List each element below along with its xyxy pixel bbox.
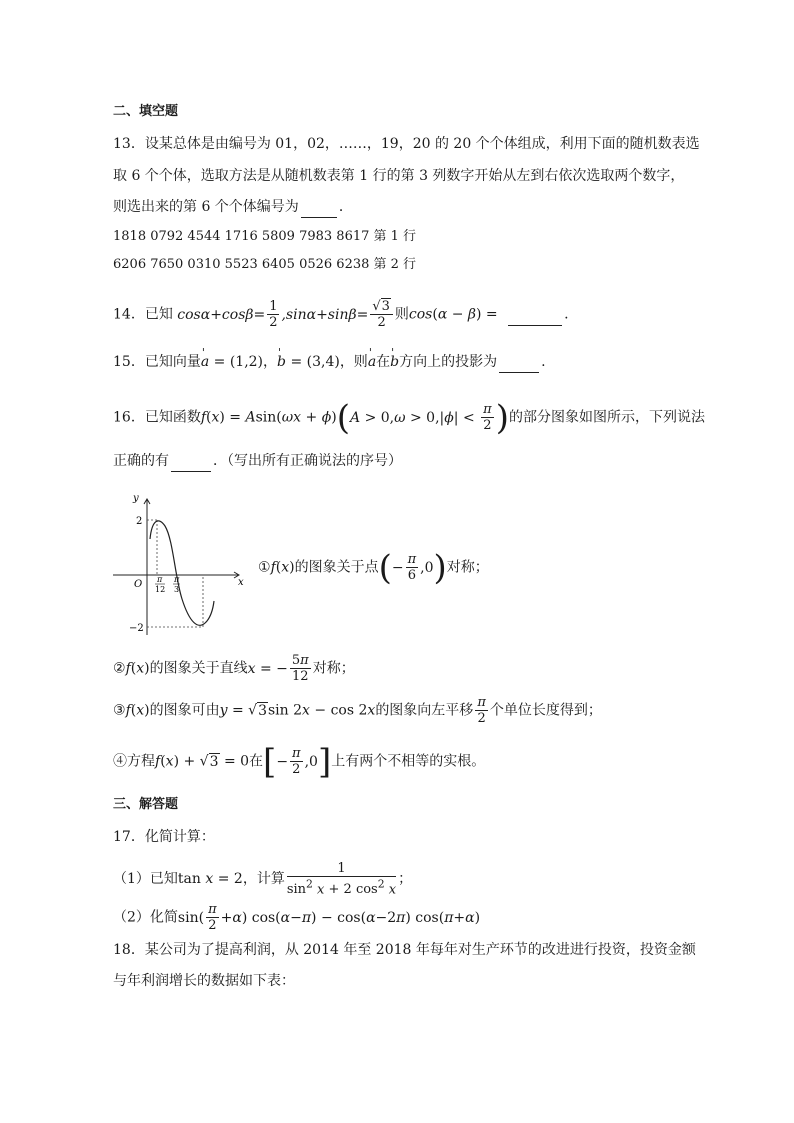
q14 bbox=[113, 299, 569, 330]
q15 bbox=[113, 352, 546, 373]
s3-shift: $\frac{\pi}{2}$ bbox=[477, 695, 486, 726]
q17-p1-given: tan x = 2 bbox=[177, 871, 243, 888]
q16-line2 bbox=[113, 451, 402, 472]
s4-interval: [− $\frac{\pi}{2}$ ,0] bbox=[263, 741, 332, 782]
q13-line1: 13．设某总体是由编号为 01，02，……，19，20 的 20 个个体组成，利用下面的随机数表选 bbox=[113, 136, 700, 152]
s2-marker: ② bbox=[113, 660, 126, 677]
q17-p1-fraction: $\frac{1}{\sin^2 x + 2 \cos^2 x}$ bbox=[286, 861, 397, 898]
q14-suffix: . bbox=[564, 306, 569, 323]
q15-vector-b: ' b = (3,4) bbox=[277, 354, 340, 370]
q14-target: cos(α − β) = bbox=[408, 306, 498, 323]
q13-random-row-1: 1818 0792 4544 1716 5809 7983 8617 第 1 行 bbox=[113, 229, 417, 244]
q16-line1 bbox=[113, 397, 705, 438]
s4-equation: f(x) + √3 = 0 bbox=[155, 753, 250, 770]
section-title-answer: 三、解答题 bbox=[113, 797, 179, 812]
q16-function: f(x) = Asin(ωx + ϕ) bbox=[200, 409, 337, 426]
s3-text2: 的图象向左平移 bbox=[375, 702, 474, 719]
q17-part2 bbox=[113, 902, 480, 933]
q15-sep2: ，则 bbox=[339, 354, 368, 370]
q16-statement-1 bbox=[258, 547, 489, 588]
tick-pi3-den: 3 bbox=[174, 585, 180, 594]
tick-pi3-num: π bbox=[174, 575, 180, 584]
q17-p2-text: （2）化简 bbox=[113, 909, 178, 926]
q16-prefix: 16．已知函数 bbox=[113, 409, 201, 426]
q13-line2: 取 6 个个体，选取方法是从随机数表第 1 行的第 3 列数字开始从左到右依次选取两个数字， bbox=[113, 168, 685, 184]
q16-statement-4 bbox=[113, 741, 486, 782]
q17-p1-text2: ，计算 bbox=[242, 871, 285, 888]
s4-marker: ④方程 bbox=[113, 753, 155, 770]
s3-marker: ③ bbox=[113, 702, 126, 719]
q16-statement-3 bbox=[113, 695, 602, 726]
s2-fx: f(x) bbox=[125, 660, 150, 677]
max-value-label: 2 bbox=[136, 516, 143, 527]
tick-pi12-num: π bbox=[157, 575, 163, 584]
q13-line3-end: ． bbox=[338, 199, 353, 215]
s3-fx: f(x) bbox=[125, 702, 150, 719]
s3-end: 个单位长度得到； bbox=[489, 702, 602, 719]
q16-line2-end: ．（写出所有正确说法的序号） bbox=[213, 453, 402, 469]
q15-prefix: 15．已知向量 bbox=[113, 354, 201, 370]
s1-marker: ① bbox=[258, 559, 271, 576]
q15-a-ref: ' a bbox=[368, 352, 376, 372]
s4-end: 上有两个不相等的实根。 bbox=[331, 753, 486, 770]
q18-line1: 18．某公司为了提高利润，从 2014 年至 2018 年每年对生产环节的改进进行投资，投资金额 bbox=[113, 942, 696, 958]
s2-line: x = − $\frac{5\pi}{12}$ bbox=[247, 653, 309, 684]
s3-text: 的图象可由 bbox=[149, 702, 220, 719]
q14-prefix: 14．已知 bbox=[113, 306, 173, 323]
q15-vector-a: ' a = (1,2) bbox=[201, 354, 263, 370]
q16-answer-blank[interactable] bbox=[171, 451, 211, 472]
q14-formula: cosα+cosβ= $\frac{1}{2}$ ,sinα+sinβ= $\frac{√3}{2}$ bbox=[177, 307, 395, 323]
q14-answer-blank[interactable] bbox=[508, 305, 562, 326]
q17-p1-end: ； bbox=[398, 871, 413, 888]
origin-label: O bbox=[134, 579, 143, 590]
s1-end: 对称； bbox=[446, 559, 489, 576]
q15-sep3: 在 bbox=[376, 354, 391, 370]
q16-line2-text: 正确的有 bbox=[113, 453, 169, 469]
q16-statement-2 bbox=[113, 653, 355, 684]
s3-expr: y = √3sin 2x − cos 2x bbox=[219, 702, 376, 719]
s2-text: 的图象关于直线 bbox=[149, 660, 248, 677]
y-axis-label: y bbox=[133, 493, 139, 504]
q14-mid: 则 bbox=[394, 306, 409, 323]
q17-part1 bbox=[113, 861, 412, 897]
s1-fx: f(x) bbox=[270, 559, 295, 576]
q15-sep1: ， bbox=[263, 354, 278, 370]
min-value-label: −2 bbox=[129, 623, 144, 634]
s1-text: 的图象关于点 bbox=[294, 559, 379, 576]
s1-point: (− $\frac{\pi}{6}$ ,0) bbox=[378, 547, 447, 588]
q13-line3-text: 则选出来的第 6 个个体编号为 bbox=[113, 199, 299, 215]
q18-line2: 与年利润增长的数据如下表： bbox=[113, 973, 295, 989]
s4-text: 在 bbox=[249, 753, 264, 770]
q13-answer-blank[interactable] bbox=[301, 197, 337, 218]
q13-random-row-2: 6206 7650 0310 5523 6405 0526 6238 第 2 行 bbox=[113, 257, 417, 272]
q13-line3 bbox=[113, 197, 353, 218]
section-title-fill-blank: 二、填空题 bbox=[113, 104, 179, 119]
q15-answer-blank[interactable] bbox=[499, 352, 539, 373]
q17-p1-text: （1）已知 bbox=[113, 871, 178, 888]
sine-curve bbox=[150, 521, 214, 625]
q17-title: 17．化简计算： bbox=[113, 829, 215, 845]
s2-end: 对称； bbox=[312, 660, 355, 677]
q16-conditions: (A > 0,ω > 0,|ϕ| < $\frac{\pi}{2}$ ) bbox=[336, 397, 509, 438]
q15-b-ref: ' b bbox=[390, 352, 399, 372]
q17-p2-expression: sin( $\frac{\pi}{2}$ +α) cos(α−π) − cos(α−2π) cos(π+α) bbox=[177, 902, 481, 933]
tick-pi12-den: 12 bbox=[155, 585, 166, 594]
sine-graph-figure bbox=[113, 489, 253, 637]
q15-sep4: 方向上的投影为 bbox=[399, 354, 498, 370]
q16-suffix: 的部分图象如图所示，下列说法 bbox=[508, 409, 705, 426]
x-axis-label: x bbox=[238, 577, 244, 588]
q15-suffix: . bbox=[541, 354, 546, 370]
